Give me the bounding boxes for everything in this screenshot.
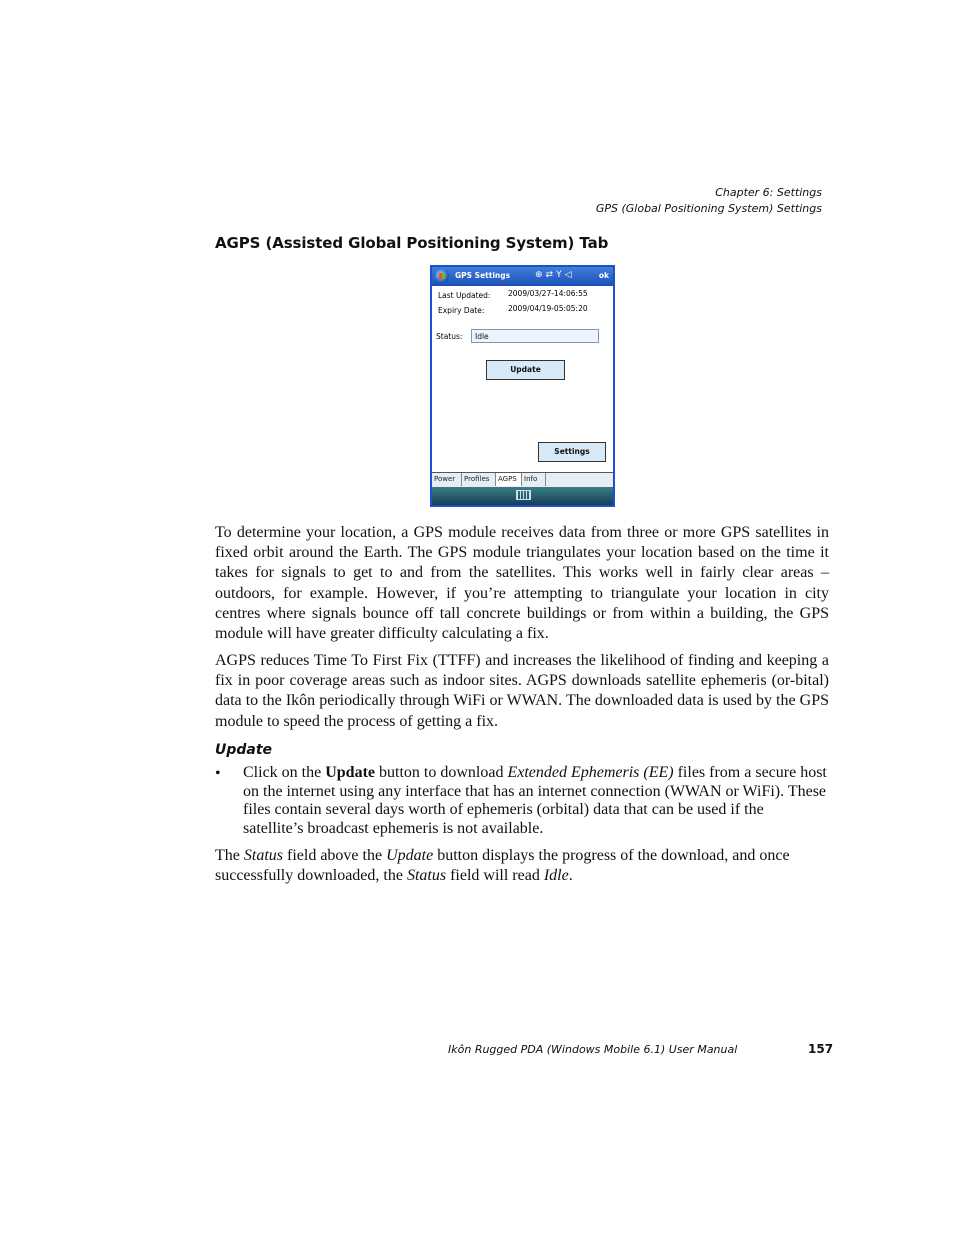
update-bullet-text [243, 764, 828, 838]
note-text-2: field above the [283, 847, 387, 864]
expiry-date-value: 2009/04/19-05:05:20 [508, 304, 588, 313]
note-italic-status: Status [243, 847, 283, 864]
status-field[interactable]: Idle [471, 329, 599, 343]
expiry-date-label: Expiry Date: [438, 306, 485, 315]
settings-button[interactable]: Settings [538, 442, 606, 462]
note-italic-status-2: Status [406, 867, 447, 885]
note-text-3: button displays the progress of the download, and once successfully downloaded, the [215, 847, 790, 885]
device-title: GPS Settings [455, 271, 511, 280]
bullet-text-3: files from a secure host on the internet using any interface that has an internet connection (WWAN or WiFi). These files contain several days worth of ephemeris (orbital) data that can be used if the satellite’s broadcast ephemeris is not available. [243, 764, 827, 837]
tab-info[interactable]: Info [522, 473, 546, 486]
paragraph-gps-intro: To determine your location, a GPS module receives data from three or more GPS satellites in fixed orbit around the Earth. The GPS module triangulates your location based on the time it takes for signals to get to and from the satellites. This works well in fairly clear areas – outdoors, for example. However, if you’re attempting to triangulate your location in city centres where signals bounce off tall concrete buildings or from within a building, the GPS module will have greater difficulty calculating a fix. [215, 524, 829, 643]
tab-bar [432, 472, 613, 487]
keyboard-icon[interactable] [516, 490, 531, 500]
tab-power[interactable]: Power [432, 473, 462, 486]
section-title: AGPS (Assisted Global Positioning System) Tab [215, 234, 609, 252]
windows-logo-icon[interactable] [435, 269, 449, 283]
tab-agps[interactable]: AGPS [496, 473, 522, 486]
last-updated-label: Last Updated: [438, 291, 491, 300]
note-text-1: The [215, 847, 244, 864]
running-header-chapter: Chapter 6: Settings [715, 186, 822, 199]
connectivity-icon: ⇄ [545, 270, 557, 280]
bullet-text-2: button to download [375, 764, 508, 781]
running-header-section: GPS (Global Positioning System) Settings [595, 202, 822, 215]
device-screenshot [430, 265, 615, 507]
device-title-bar [432, 267, 613, 286]
gps-icon: ⊕ [535, 270, 546, 280]
soft-key-bar [432, 487, 613, 505]
tab-profiles[interactable]: Profiles [462, 473, 496, 486]
update-subtitle: Update [215, 742, 273, 758]
status-icons [535, 270, 575, 280]
page-number: 157 [808, 1042, 834, 1056]
note-text-5: . [568, 867, 573, 885]
volume-off-icon: ◁ [564, 270, 575, 280]
last-updated-value: 2009/03/27-14:06:55 [508, 289, 588, 298]
note-text-4: field will read [446, 867, 544, 885]
update-button[interactable]: Update [486, 360, 565, 380]
paragraph-agps: AGPS reduces Time To First Fix (TTFF) and increases the likelihood of finding and keeping a fix in poor coverage areas such as indoor sites. AGPS downloads satellite ephemeris (or-bital) data to the Ikôn periodically through WiFi or WWAN. The downloaded data is used by the GPS module to speed the process of getting a fix. [215, 652, 829, 730]
signal-icon: Y [556, 270, 565, 280]
bullet-marker: • [215, 765, 221, 782]
paragraph-status-note [215, 846, 829, 886]
ok-button[interactable]: ok [598, 271, 609, 280]
footer-title: Ikôn Rugged PDA (Windows Mobile 6.1) User Manual [448, 1043, 738, 1056]
bullet-italic-ee: Extended Ephemeris (EE) [507, 764, 674, 781]
bullet-text-1: Click on the [243, 764, 326, 781]
note-italic-update: Update [386, 847, 434, 864]
note-italic-idle: Idle [543, 867, 569, 885]
bullet-bold-update: Update [325, 764, 375, 781]
status-label: Status: [436, 332, 463, 341]
